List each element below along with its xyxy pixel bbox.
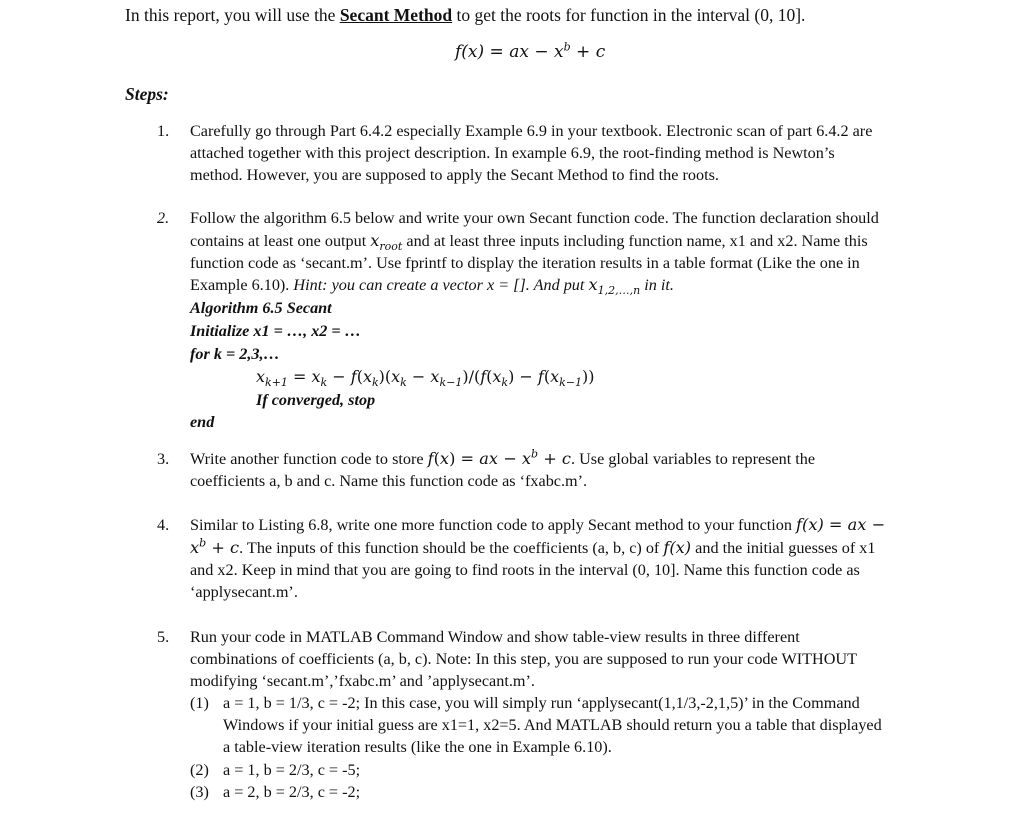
step3-equation: f(x) = ax − $x^b + c$ [427, 447, 571, 468]
eq-equals: = [484, 42, 510, 62]
step4-line-2-mid: . The inputs of this function should be the coefficients (a, b, c) of [239, 539, 664, 557]
secant-method-emphasis: Secant Method [339, 5, 453, 25]
eq-lhs: f(x) [455, 42, 485, 62]
step4-line-3: and x2. Keep in mind that you are going to find roots in the interval (0, 10]. Name this function code as [190, 561, 860, 579]
case-3-line: a = 2, b = 2/3, c = -2; [223, 783, 361, 801]
algorithm-end: end [190, 413, 215, 431]
step4-line-2-end: and the initial guesses of x1 [691, 539, 876, 557]
x-root-subscript: root [379, 240, 403, 254]
step2-line-4-start: Example 6.10). [190, 276, 294, 294]
eq-x: x [554, 42, 564, 62]
step3-line-1-start: Write another function code to store [190, 450, 428, 468]
step5-line-1: Run your code in MATLAB Command Window and show table-view results in three different [190, 628, 800, 646]
eq-plus: + [570, 42, 596, 62]
step2-line-2-start: contains at least one output [190, 232, 371, 250]
step4-line-1-start: Similar to Listing 6.8, write one more function code to apply Secant method to your function [190, 516, 797, 534]
algorithm-initialize: Initialize x1 = …, x2 = … [190, 322, 361, 340]
step3-number: 3. [157, 450, 170, 468]
eq-b-exponent: b [563, 40, 571, 54]
step5-line-2: combinations of coefficients (a, b, c). Note: In this step, you are supposed to run your code WITHOUT [190, 650, 857, 668]
step2-number: 2. [157, 209, 170, 227]
case-1-line-1: a = 1, b = 1/3, c = -2; In this case, you will simply run ‘applysecant(1,1/3,-2,1,5)’ in the Command [223, 694, 860, 712]
intro-line [125, 4, 805, 26]
step1-line-2: attached together with this project description. In example 6.9, the root-finding method is Newton’s [190, 144, 835, 162]
step3-line-1 [190, 448, 815, 470]
step2-line-2 [190, 230, 868, 252]
step4-line-2 [190, 537, 875, 559]
hint-var: x [588, 275, 598, 294]
intro-after: to get the roots for function in the interval (0, 10]. [452, 5, 806, 25]
eq-minus: − [528, 42, 555, 62]
step3-line-2: coefficients a, b and c. Name this function code as ‘fxabc.m’. [190, 472, 588, 490]
step5-line-3: modifying ‘secant.m’,’fxabc.m’ and ’applysecant.m’. [190, 672, 535, 690]
step1-number: 1. [157, 122, 170, 140]
step1-line-1: Carefully go through Part 6.4.2 especially Example 6.9 in your textbook. Electronic scan of part 6.4.2 are [190, 122, 873, 140]
step2-line-4 [190, 274, 674, 296]
hint-end: in it. [640, 276, 674, 294]
step2-line-1: Follow the algorithm 6.5 below and write your own Secant function code. The function declaration should [190, 209, 879, 227]
case-1-label: (1) [190, 694, 209, 712]
x-root-var: x [370, 231, 380, 250]
step2-line-3: function code as ‘secant.m’. Use fprintf to display the iteration results in a table format (Like the one in [190, 254, 860, 272]
step2-line-2-end: and at least three inputs including function name, x1 and x2. Name this [402, 232, 868, 250]
intro-before: In this report, you will use the [125, 5, 340, 25]
step4-function-math: f(x) = ax − [796, 515, 886, 534]
case-2-label: (2) [190, 761, 209, 779]
algorithm-for: for k = 2,3,… [190, 345, 280, 363]
step4-fx: f(x) [663, 538, 692, 557]
algorithm-title: Algorithm 6.5 Secant [190, 299, 332, 317]
algorithm-converged: If converged, stop [256, 391, 376, 409]
case-1-line-3: a table-view iteration results (like the one in Example 6.10). [223, 738, 612, 756]
eq-c: c [595, 42, 606, 62]
step4-line-4: ‘applysecant.m’. [190, 583, 298, 601]
step5-number: 5. [157, 628, 170, 646]
step4-number: 4. [157, 516, 170, 534]
step4-line-1 [190, 514, 885, 536]
steps-heading: Steps: [125, 84, 169, 104]
algorithm-formula: $x_{k+1} = x_k - f(x_k)(x_k - x_{k-1})/(f(x_k) - f(x_{k-1}))$ [256, 367, 595, 390]
case-2-line: a = 1, b = 2/3, c = -5; [223, 761, 361, 779]
step1-line-3: method. However, you are supposed to apply the Secant Method to find the roots. [190, 166, 719, 184]
main-equation [455, 41, 605, 63]
eq-ax: ax [509, 42, 529, 62]
case-3-label: (3) [190, 783, 209, 801]
hint-subscript: 1,2,…,n [597, 284, 641, 298]
hint-text: Hint: you can create a vector x = []. And put [293, 276, 589, 294]
step4-continued-math: $x^b + c$ [190, 536, 240, 557]
case-1-line-2: Windows if your initial guess are x1=1, x2=5. And MATLAB should return you a table that displayed [223, 716, 882, 734]
step3-line-1-end: . Use global variables to represent the [571, 450, 816, 468]
